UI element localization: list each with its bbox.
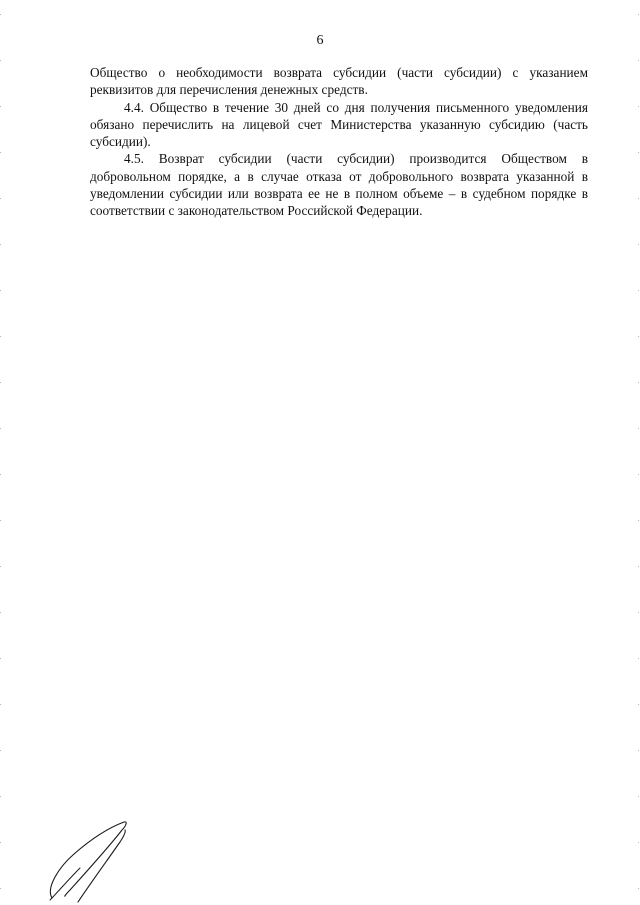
scan-dot bbox=[0, 750, 1, 751]
scan-dot bbox=[638, 244, 639, 245]
scan-dot bbox=[0, 198, 1, 199]
scan-dot bbox=[0, 290, 1, 291]
scan-edge-left bbox=[0, 0, 2, 905]
scan-dot bbox=[0, 60, 1, 61]
paragraph-4-5: 4.5. Возврат субсидии (части субсидии) производится Обществом в добровольном порядке, а в случае отказа от добровольного возврата указанной в уведомлении субсидии или возврата ее не в полном объеме – в судебном порядке в соответствии с законодательством Российской Федерации. bbox=[90, 151, 588, 219]
scan-dot bbox=[638, 520, 639, 521]
paragraph-4-4: 4.4. Общество в течение 30 дней со дня получения письменного уведомления обязано перечислить на лицевой счет Министерства указанную субсидию (часть субсидии). bbox=[90, 99, 588, 150]
scan-dot bbox=[0, 520, 1, 521]
scan-dot bbox=[638, 14, 639, 15]
scan-dot bbox=[638, 796, 639, 797]
handwritten-signature bbox=[38, 818, 138, 904]
scan-dot bbox=[638, 382, 639, 383]
paragraph-continuation: Общество о необходимости возврата субсидии (части субсидии) с указанием реквизитов для перечисления денежных средств. bbox=[90, 65, 588, 98]
scan-dot bbox=[638, 152, 639, 153]
scan-dot bbox=[0, 152, 1, 153]
scan-dot bbox=[638, 290, 639, 291]
scan-dot bbox=[0, 842, 1, 843]
scan-dot bbox=[638, 704, 639, 705]
scan-dot bbox=[638, 60, 639, 61]
scan-dot bbox=[0, 106, 1, 107]
document-body bbox=[90, 64, 588, 220]
scan-dot bbox=[638, 658, 639, 659]
scan-dot bbox=[0, 382, 1, 383]
scan-dot bbox=[638, 750, 639, 751]
scan-dot bbox=[638, 428, 639, 429]
scan-dot bbox=[638, 566, 639, 567]
scan-dot bbox=[638, 888, 639, 889]
scan-dot bbox=[0, 888, 1, 889]
scan-dot bbox=[0, 244, 1, 245]
scan-dot bbox=[638, 474, 639, 475]
scan-dot bbox=[0, 428, 1, 429]
scan-dot bbox=[0, 612, 1, 613]
scan-dot bbox=[0, 14, 1, 15]
scan-dot bbox=[0, 796, 1, 797]
scan-dot bbox=[0, 658, 1, 659]
scan-dot bbox=[0, 474, 1, 475]
scan-dot bbox=[638, 198, 639, 199]
page-number: 6 bbox=[316, 33, 324, 48]
scan-dot bbox=[638, 842, 639, 843]
scan-dot bbox=[0, 336, 1, 337]
scan-dot bbox=[638, 336, 639, 337]
scan-dot bbox=[0, 704, 1, 705]
scan-dot bbox=[0, 566, 1, 567]
scan-dot bbox=[638, 612, 639, 613]
scan-dot bbox=[638, 106, 639, 107]
